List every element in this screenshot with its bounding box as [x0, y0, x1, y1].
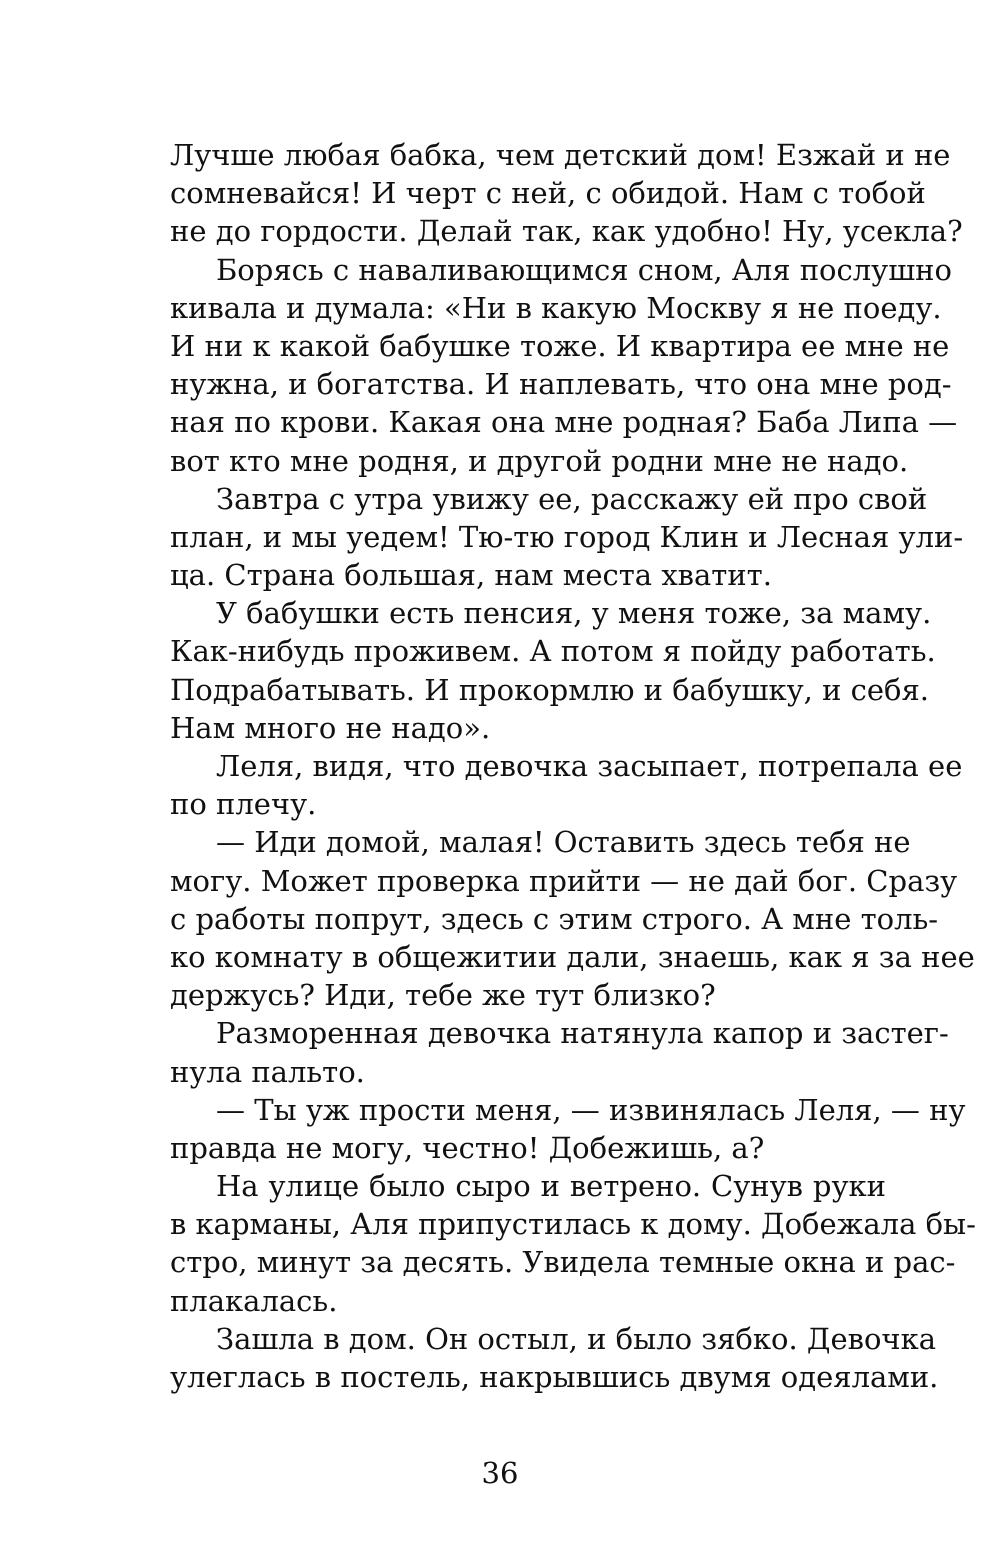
text-line: — Иди домой, малая! Оставить здесь тебя не [216, 825, 911, 860]
text-line: Разморенная девочка натянула капор и застег- [216, 1016, 949, 1051]
text-line: Борясь с наваливающимся сном, Аля послушно [216, 252, 952, 287]
text-line: На улице было сыро и ветрено. Сунув руки [216, 1169, 886, 1204]
text-line: ца. Страна большая, нам места хватит. [170, 558, 772, 593]
text-line: Подрабатывать. И прокормлю и бабушку, и себя. [170, 672, 929, 707]
text-line: не до гордости. Делай так, как удобно! Ну, усекла? [170, 214, 963, 249]
text-line: Леля, видя, что девочка засыпает, потрепала ее [216, 749, 963, 783]
text-line: ная по крови. Какая она мне родная? Баба Липа — [170, 405, 958, 440]
text-line: И ни к какой бабушке тоже. И квартира ее мне не [170, 328, 950, 363]
text-line: Как-нибудь проживем. А потом я пойду работать. [170, 634, 936, 669]
text-line: могу. Может проверка прийти — не дай бог. Сразу [170, 863, 958, 898]
text-line: Нам много не надо». [170, 710, 491, 745]
text-line: нужна, и богатства. И наплевать, что она мне род- [170, 367, 952, 402]
text-line: в карманы, Аля припустилась к дому. Добежала бы- [170, 1207, 976, 1242]
text-line: Зашла в дом. Он остыл, и было зябко. Девочка [216, 1321, 937, 1356]
text-line: правда не могу, честно! Добежишь, а? [170, 1130, 765, 1165]
text-line: Лучше любая бабка, чем детский дом! Езжай и не [170, 138, 951, 172]
text-line: ко комнату в общежитии дали, знаешь, как я за нее [170, 939, 975, 974]
text-line: нула пальто. [170, 1054, 365, 1089]
text-line: кивала и думала: «Ни в какую Москву я не поеду. [170, 290, 942, 325]
text-line: стро, минут за десять. Увидела темные окна и рас- [170, 1245, 956, 1280]
text-line: с работы попрут, здесь с этим строго. А мне толь- [170, 901, 939, 936]
text-line: — Ты уж прости меня, — извинялась Леля, — ну [216, 1092, 966, 1127]
text-line: плакалась. [170, 1283, 338, 1318]
text-line: Завтра с утра увижу ее, расскажу ей про свой [216, 481, 928, 516]
text-line: У бабушки есть пенсия, у меня тоже, за маму. [216, 596, 932, 631]
body-text [170, 136, 976, 1396]
text-line: по плечу. [170, 787, 317, 822]
text-line: сомневайся! И черт с ней, с обидой. Нам с тобой [170, 176, 926, 211]
text-line: вот кто мне родня, и другой родни мне не надо. [170, 443, 909, 478]
text-line: план, и мы уедем! Тю-тю город Клин и Лесная ули- [170, 519, 964, 554]
text-line: держусь? Иди, тебе же тут близко? [170, 978, 716, 1013]
text-line: улеглась в постель, накрывшись двумя одеялами. [170, 1360, 939, 1394]
page-number: 36 [481, 1456, 519, 1490]
